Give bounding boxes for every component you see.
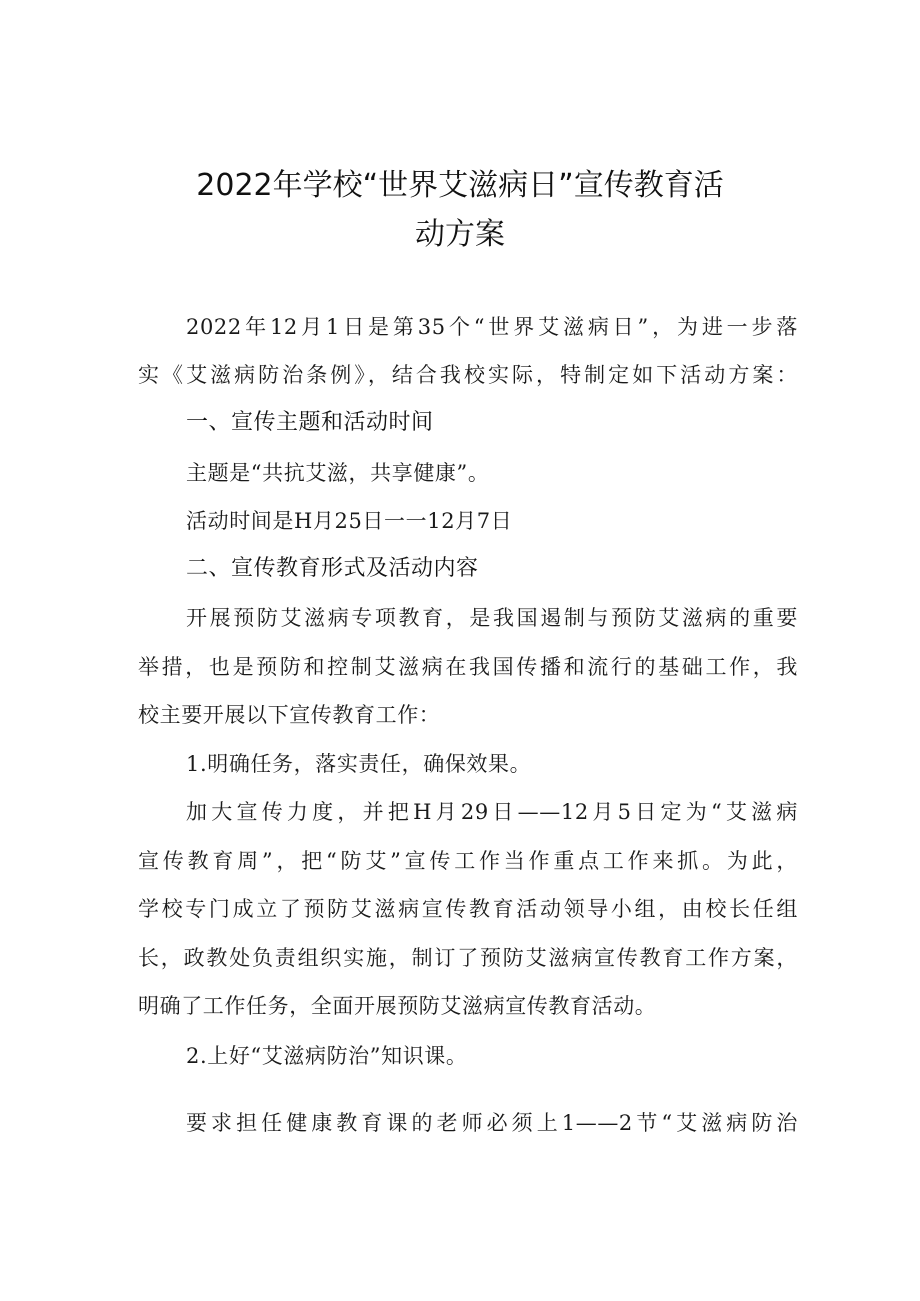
section-heading-2: 二、宣传教育形式及活动内容 — [186, 556, 479, 581]
paragraph-4-line-1: 要求担任健康教育课的老师必须上1——2节“艾滋病防治 — [186, 1111, 798, 1135]
paragraph-2-line-2: 举措，也是预防和控制艾滋病在我国传播和流行的基础工作，我 — [138, 655, 798, 679]
paragraph-3-line-2: 宣传教育周”，把“防艾”宣传工作当作重点工作来抓。为此， — [138, 849, 798, 873]
item-2-heading: 2.上好“艾滋病防治”知识课。 — [186, 1044, 468, 1068]
paragraph-3-line-3: 学校专门成立了预防艾滋病宣传教育活动领导小组，由校长任组 — [138, 897, 798, 921]
paragraph-3-line-4: 长，政教处负责组织实施，制订了预防艾滋病宣传教育工作方案， — [138, 946, 798, 970]
item-1-heading: 1.明确任务，落实责任，确保效果。 — [186, 752, 532, 776]
document-title-line-2: 动方案 — [415, 217, 505, 252]
activity-time-line: 活动时间是H月25日一一12月7日 — [186, 509, 513, 533]
paragraph-2-line-3: 校主要开展以下宣传教育工作： — [138, 703, 441, 727]
paragraph-intro-line-2: 实《艾滋病防治条例》，结合我校实际，特制定如下活动方案： — [138, 363, 798, 387]
paragraph-2-line-1: 开展预防艾滋病专项教育，是我国遏制与预防艾滋病的重要 — [186, 606, 798, 630]
paragraph-3-line-1: 加大宣传力度，并把H月29日——12月5日定为“艾滋病 — [186, 800, 798, 824]
section-heading-1: 一、宣传主题和活动时间 — [186, 410, 434, 435]
theme-line: 主题是“共抗艾滋，共享健康”。 — [186, 461, 490, 485]
paragraph-3-line-5: 明确了工作任务，全面开展预防艾滋病宣传教育活动。 — [138, 994, 657, 1018]
paragraph-intro-line-1: 2022年12月1日是第35个“世界艾滋病日”，为进一步落 — [186, 315, 798, 339]
document-title-line-1: 2022年学校“世界艾滋病日”宣传教育活 — [196, 168, 724, 203]
